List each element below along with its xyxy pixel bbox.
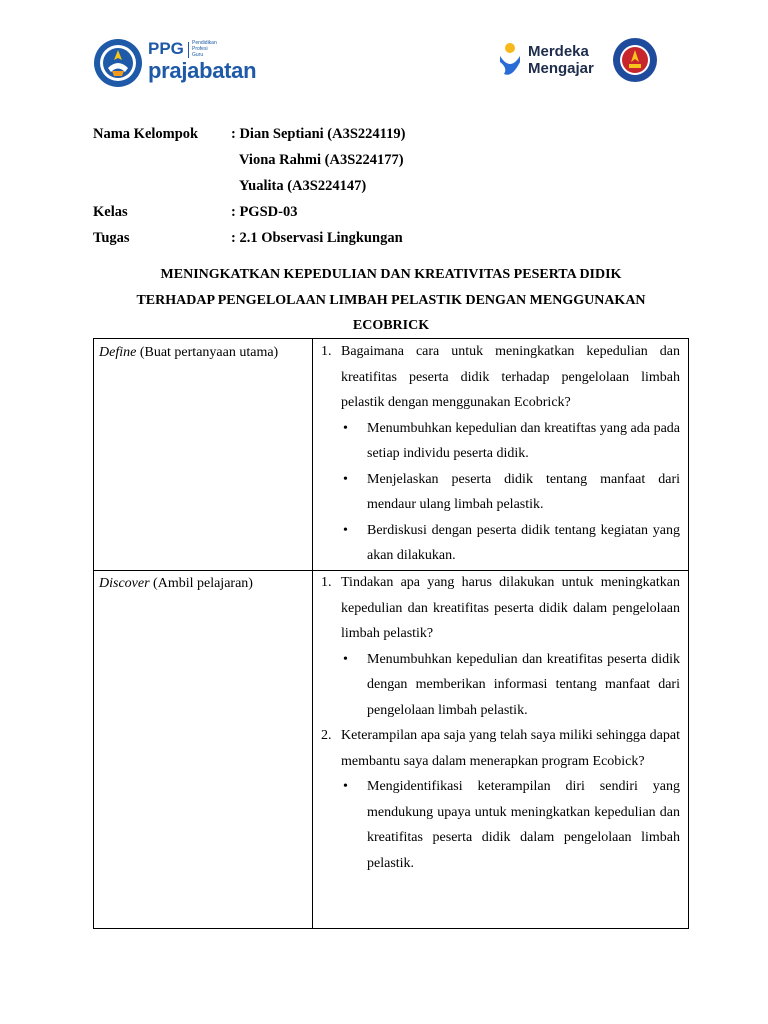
list-number: 1. xyxy=(321,344,332,359)
kelas-value: : PGSD-03 xyxy=(231,204,298,220)
discover-bullet-text: Menumbuhkan kepedulian dan kreatifitas peserta didik dengan memberikan informasi tentang manfaat dari pengelolaan limbah pelastik. xyxy=(367,651,680,718)
define-bullet-1 xyxy=(321,416,680,467)
ppg-small-line: Profesi xyxy=(192,46,208,52)
bullet-icon: • xyxy=(343,522,348,538)
list-number: 1. xyxy=(321,575,332,590)
ppg-logo-line2: prajabatan xyxy=(148,58,257,83)
discover-item-2 xyxy=(321,723,680,774)
bullet-icon: • xyxy=(343,420,348,436)
merdeka-mengajar-logo xyxy=(496,38,608,82)
nama-kelompok-label: Nama Kelompok xyxy=(93,126,199,142)
discover-item-1 xyxy=(321,570,680,647)
discover-label xyxy=(99,571,253,596)
bullet-icon: • xyxy=(343,471,348,487)
define-bullet-text: Berdiskusi dengan peserta didik tentang kegiatan yang akan dilakukan. xyxy=(367,522,680,563)
ppg-logo-divider xyxy=(188,42,189,58)
define-bullet-3 xyxy=(321,518,680,569)
discover-question: Keterampilan apa saja yang telah saya miliki sehingga dapat membantu saya dalam menerapkan program Ecobick? xyxy=(341,728,680,769)
define-label xyxy=(99,340,278,365)
define-content xyxy=(321,339,680,569)
mm-logo-line1: Merdeka xyxy=(528,43,589,60)
list-number: 2. xyxy=(321,728,332,743)
kelas-label: Kelas xyxy=(93,204,128,220)
merdeka-mengajar-mark-icon xyxy=(498,42,522,78)
define-bullet-2 xyxy=(321,467,680,518)
define-label-em: Define xyxy=(99,345,137,360)
universitas-halu-oleo-logo xyxy=(612,36,658,84)
member-1: : Dian Septiani (A3S224119) xyxy=(231,126,406,142)
define-bullet-text: Menjelaskan peserta didik tentang manfaat dari mendaur ulang limbah pelastik. xyxy=(367,471,680,512)
title-line: TERHADAP PENGELOLAAN LIMBAH PELASTIK DENGAN MENGGUNAKAN xyxy=(136,292,646,308)
table-column-divider xyxy=(312,338,313,929)
ppg-logo-small-text xyxy=(192,40,217,58)
ppg-small-line: Pendidikan xyxy=(192,40,217,46)
discover-question: Tindakan apa yang harus dilakukan untuk meningkatkan kepedulian dan kreatifitas peserta didik dalam pengelolaan limbah pelastik? xyxy=(341,575,680,641)
define-label-rest: (Buat pertanyaan utama) xyxy=(136,345,279,360)
title-line: ECOBRICK xyxy=(352,318,430,333)
university-seal-icon xyxy=(612,36,658,84)
discover-label-em: Discover xyxy=(99,576,150,591)
bullet-icon: • xyxy=(343,779,348,794)
discover-bullet-2 xyxy=(321,774,680,876)
tut-wuri-handayani-emblem-icon xyxy=(92,38,144,88)
tugas-label: Tugas xyxy=(93,230,130,246)
member-3: Yualita (A3S224147) xyxy=(239,178,367,194)
discover-content xyxy=(321,570,680,876)
discover-bullet-1 xyxy=(321,647,680,724)
merdeka-mengajar-wordmark xyxy=(528,43,594,77)
discover-label-rest: (Ambil pelajaran) xyxy=(149,576,253,591)
ppg-logo-line1: PPG xyxy=(148,39,184,58)
bullet-icon: • xyxy=(343,651,348,667)
define-question: Bagaimana cara untuk meningkatkan kepedulian dan kreatifitas peserta didik terhadap pengelolaan limbah pelastik dengan menggunakan Ecobrick? xyxy=(341,344,680,410)
ppg-small-line: Guru xyxy=(192,52,204,58)
observation-table xyxy=(93,338,689,928)
mm-logo-line2: Mengajar xyxy=(528,60,594,77)
define-item-1 xyxy=(321,339,680,416)
document-title xyxy=(93,262,689,339)
tugas-value: : 2.1 Observasi Lingkungan xyxy=(231,230,403,246)
member-2: Viona Rahmi (A3S224177) xyxy=(239,152,404,168)
title-line: MENINGKATKAN KEPEDULIAN DAN KREATIVITAS PESERTA DIDIK xyxy=(160,267,622,282)
ppg-prajabatan-logo xyxy=(92,38,272,88)
define-bullet-text: Menumbuhkan kepedulian dan kreatiftas yang ada pada setiap individu peserta didik. xyxy=(367,420,680,461)
discover-bullet-text: Mengidentifikasi keterampilan diri sendiri yang mendukung upaya untuk meningkatkan kepedulian dan kreatifitas peserta didik dalam pengelolaan limbah pelastik. xyxy=(367,779,680,871)
